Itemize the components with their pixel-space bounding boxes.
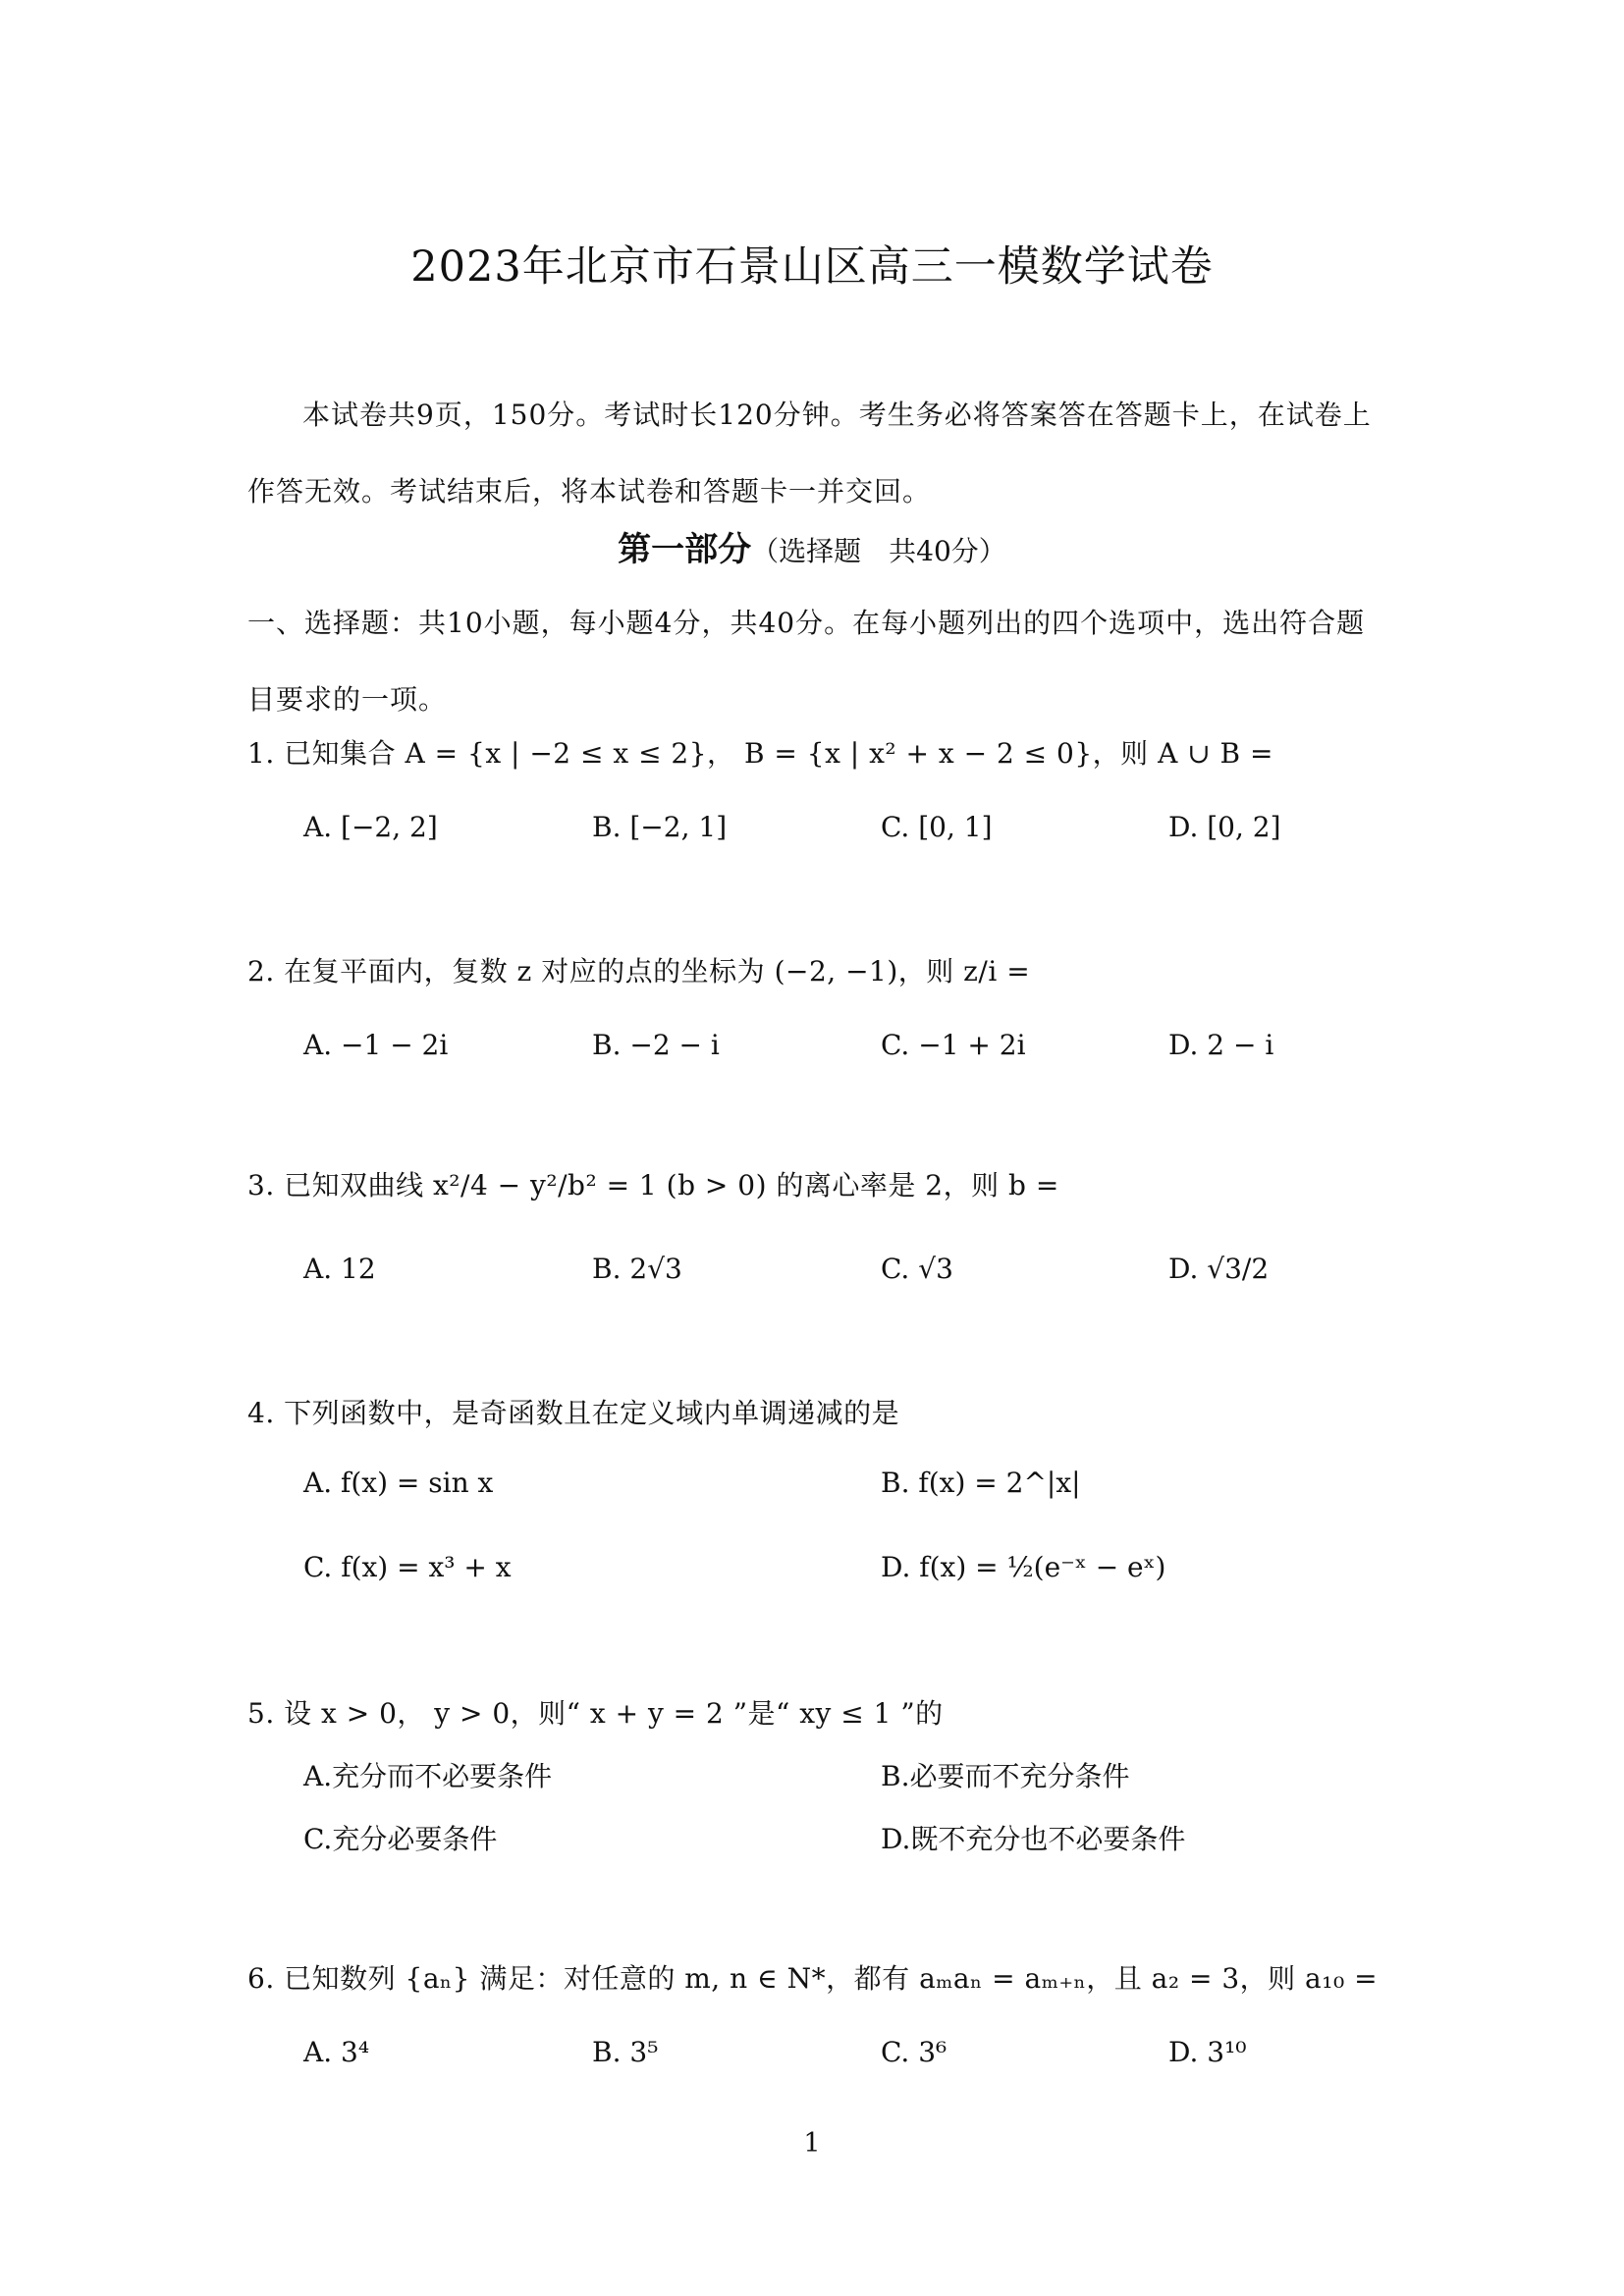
question-3-option-c: C. √3 xyxy=(881,1253,953,1285)
question-5-option-b: B.必要而不充分条件 xyxy=(881,1760,1130,1792)
question-5-option-d: D.既不充分也不必要条件 xyxy=(881,1823,1186,1855)
question-3-option-b: B. 2√3 xyxy=(592,1253,682,1285)
section-heading xyxy=(0,522,1624,570)
question-4-option-d: D. f(x) = ½(e⁻ˣ − eˣ) xyxy=(881,1551,1166,1583)
question-2-option-d: D. 2 − i xyxy=(1168,1029,1274,1061)
question-6-option-a: A. 3⁴ xyxy=(303,2036,370,2068)
question-5-option-a: A.充分而不必要条件 xyxy=(303,1760,553,1792)
question-5-option-c: C.充分必要条件 xyxy=(303,1823,498,1855)
question-1-stem: 1. 已知集合 A = {x | −2 ≤ x ≤ 2}， B = {x | x² + x − 2 ≤ 0}，则 A ∪ B = xyxy=(247,737,1273,770)
question-3-option-a: A. 12 xyxy=(303,1253,376,1285)
question-2-option-a: A. −1 − 2i xyxy=(303,1029,449,1061)
question-1-option-b: B. [−2, 1] xyxy=(592,811,728,843)
question-3-stem: 3. 已知双曲线 x²/4 − y²/b² = 1 (b > 0) 的离心率是 2，则 b = xyxy=(247,1169,1059,1201)
question-3-option-d: D. √3/2 xyxy=(1168,1253,1270,1285)
question-4-option-a: A. f(x) = sin x xyxy=(303,1467,494,1499)
question-6-stem: 6. 已知数列 {aₙ} 满足：对任意的 m, n ∈ N*，都有 aₘaₙ = aₘ₊ₙ，且 a₂ = 3，则 a₁₀ = xyxy=(247,1962,1379,1995)
exam-intro: 本试卷共9页，150分。考试时长120分钟。考生务必将答案答在答题卡上，在试卷上作答无效。考试结束后，将本试卷和答题卡一并交回。 xyxy=(247,399,1372,507)
question-4-option-c: C. f(x) = x³ + x xyxy=(303,1551,512,1583)
question-4-stem: 4. 下列函数中，是奇函数且在定义域内单调递减的是 xyxy=(247,1397,900,1429)
section-title: 第一部分 xyxy=(618,530,752,569)
question-5-stem: 5. 设 x > 0， y > 0，则“ x + y = 2 ”是“ xy ≤ 1 ”的 xyxy=(247,1697,944,1730)
question-6-option-c: C. 3⁶ xyxy=(881,2036,947,2068)
question-6-option-d: D. 3¹⁰ xyxy=(1168,2036,1247,2068)
question-1-option-c: C. [0, 1] xyxy=(881,811,993,843)
question-6-option-b: B. 3⁵ xyxy=(592,2036,659,2068)
question-2-stem: 2. 在复平面内，复数 z 对应的点的坐标为 (−2, −1)，则 z/i = xyxy=(247,955,1031,988)
question-2-option-b: B. −2 − i xyxy=(592,1029,720,1061)
question-1-option-d: D. [0, 2] xyxy=(1168,811,1281,843)
question-4-option-b: B. f(x) = 2^|x| xyxy=(881,1467,1081,1499)
exam-title: 2023年北京市石景山区高三一模数学试卷 xyxy=(410,242,1214,292)
question-1-option-a: A. [−2, 2] xyxy=(303,811,438,843)
section-instructions: 一、选择题：共10小题，每小题4分，共40分。在每小题列出的四个选项中，选出符合题目要求的一项。 xyxy=(247,607,1366,716)
question-2-option-c: C. −1 + 2i xyxy=(881,1029,1026,1061)
page-number: 1 xyxy=(803,2128,821,2159)
section-note: （选择题 共40分） xyxy=(751,535,1006,567)
